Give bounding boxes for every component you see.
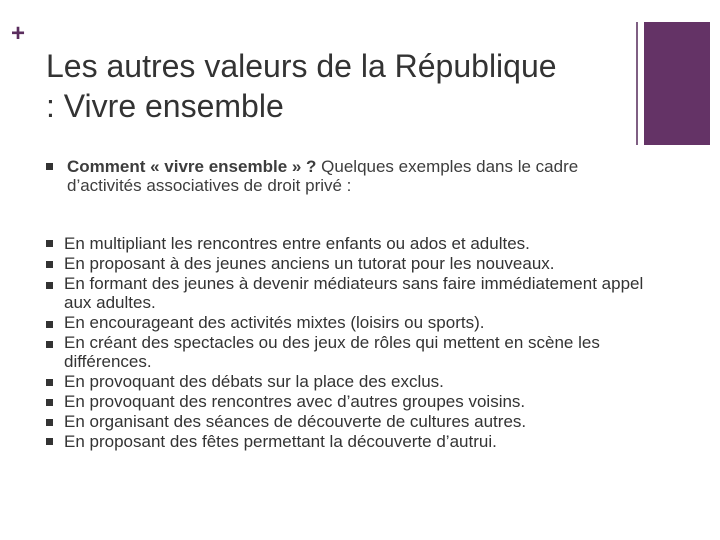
bullet-square-icon bbox=[46, 240, 53, 247]
bullet-square-icon bbox=[46, 419, 53, 426]
bullet-square-icon bbox=[46, 321, 53, 328]
bullet-square-icon bbox=[46, 379, 53, 386]
accent-block bbox=[644, 22, 710, 145]
list-item: En multipliant les rencontres entre enfants ou ados et adultes. bbox=[64, 234, 530, 253]
list-item: En proposant à des jeunes anciens un tutorat pour les nouveaux. bbox=[64, 254, 555, 273]
intro-bold-text: Comment « vivre ensemble » ? bbox=[67, 157, 317, 176]
list-item: En formant des jeunes à devenir médiateurs sans faire immédiatement appel aux adultes. bbox=[64, 274, 644, 312]
bullet-square-icon bbox=[46, 163, 53, 170]
bullet-square-icon bbox=[46, 341, 53, 348]
bullet-square-icon bbox=[46, 282, 53, 289]
list-item: En proposant des fêtes permettant la découverte d’autrui. bbox=[64, 432, 497, 451]
title-line-2: : Vivre ensemble bbox=[46, 88, 284, 124]
list-item: En organisant des séances de découverte de cultures autres. bbox=[64, 412, 527, 431]
slide-title bbox=[46, 46, 626, 126]
list-item: En créant des spectacles ou des jeux de rôles qui mettent en scène les différences. bbox=[64, 333, 600, 371]
examples-list bbox=[64, 234, 644, 451]
bullet-square-icon bbox=[46, 438, 53, 445]
intro-text: Quelques exemples dans le cadre d’activités associatives de droit privé : bbox=[67, 157, 579, 195]
accent-line bbox=[636, 22, 638, 145]
plus-icon: + bbox=[11, 20, 26, 47]
list-item: En encourageant des activités mixtes (loisirs ou sports). bbox=[64, 313, 485, 332]
list-item: En provoquant des débats sur la place des exclus. bbox=[64, 372, 444, 391]
intro-paragraph bbox=[67, 157, 627, 195]
bullet-square-icon bbox=[46, 261, 53, 268]
title-line-1: Les autres valeurs de la République bbox=[46, 48, 557, 84]
list-item: En provoquant des rencontres avec d’autres groupes voisins. bbox=[64, 392, 526, 411]
bullet-square-icon bbox=[46, 399, 53, 406]
